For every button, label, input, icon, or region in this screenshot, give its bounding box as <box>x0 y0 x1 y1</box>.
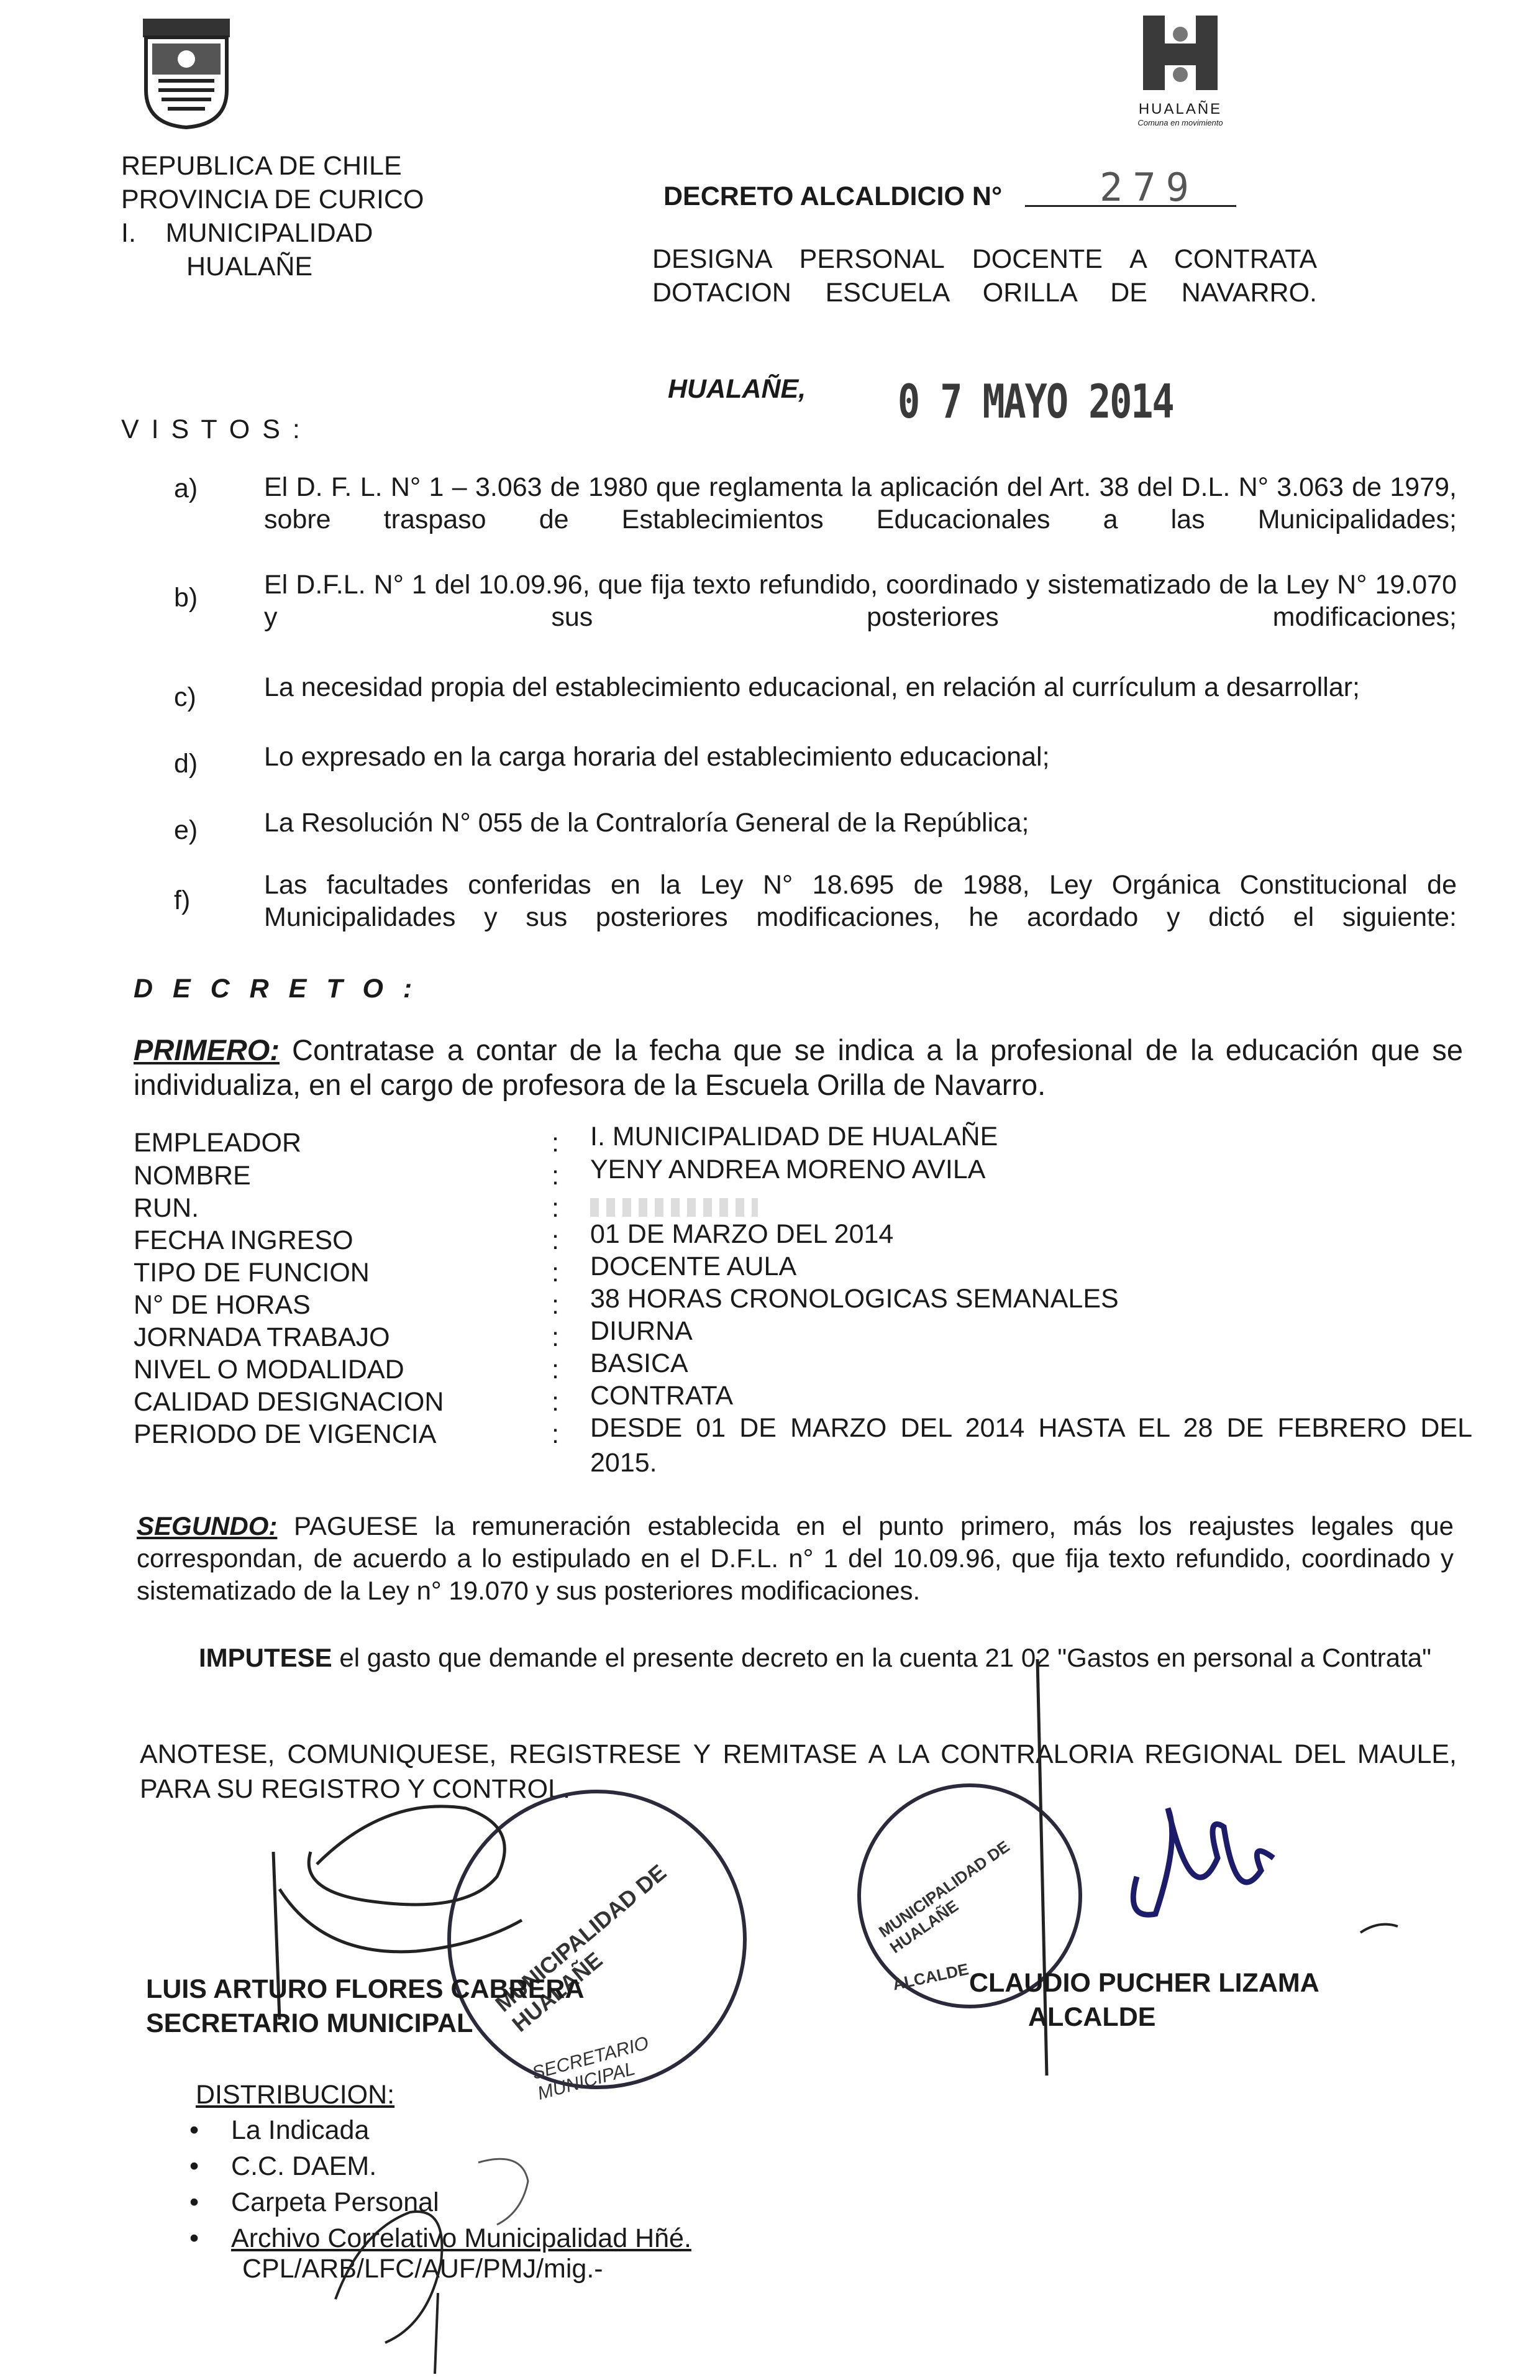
field-colon: : <box>552 1387 559 1417</box>
item-text: Lo expresado en la carga horaria del establecimiento educacional; <box>264 742 1050 772</box>
field-colon: : <box>552 1225 559 1255</box>
hualane-commune-logo <box>1124 9 1236 140</box>
field-label: JORNADA TRABAJO <box>134 1322 390 1352</box>
field-label: EMPLEADOR <box>134 1128 302 1158</box>
field-colon: : <box>552 1290 559 1320</box>
segundo-label: SEGUNDO: <box>137 1511 278 1540</box>
field-label: FECHA INGRESO <box>134 1225 353 1255</box>
field-label: TIPO DE FUNCION <box>134 1258 370 1288</box>
field-value: DOCENTE AULA <box>590 1252 797 1281</box>
field-value: 38 HORAS CRONOLOGICAS SEMANALES <box>590 1284 1119 1314</box>
bullet-icon: • <box>189 2151 199 2181</box>
field-colon: : <box>552 1128 559 1158</box>
item-text: Las facultades conferidas en la Ley N° 18.695 de 1988, Ley Orgánica Constitucional de Municipalidades y sus posteriores modificaciones, he acordado y dictó el siguiente: <box>264 870 1457 932</box>
issuer-line-4: HUALAÑE <box>186 252 313 281</box>
primero-text: Contratase a contar de la fecha que se indica a la profesional de la educación que se individualiza, en el cargo de profesora de la Escuela Orilla de Navarro. <box>134 1033 1464 1101</box>
field-colon: : <box>552 1355 559 1385</box>
secretary-title: SECRETARIO MUNICIPAL <box>146 2008 473 2038</box>
field-colon: : <box>552 1193 559 1223</box>
imputese-label: IMPUTESE <box>199 1643 332 1672</box>
item-letter: b) <box>174 583 198 613</box>
item-text: El D. F. L. N° 1 – 3.063 de 1980 que reglamenta la aplicación del Art. 38 del D.L. N° 3.063 de 1979, sobre traspaso de Establecimientos Educacionales a las Municipalidades; <box>264 472 1457 534</box>
item-letter: e) <box>174 815 198 845</box>
imputese-text: el gasto que demande el presente decreto en la cuenta 21 02 "Gastos en personal a Contrata" <box>339 1643 1432 1672</box>
list-item-text: Archivo Correlativo Municipalidad Hñé. <box>231 2223 691 2253</box>
field-value: BASICA <box>590 1348 688 1378</box>
item-letter: d) <box>174 749 198 779</box>
issuer-block <box>121 149 424 283</box>
field-value: DESDE 01 DE MARZO DEL 2014 HASTA EL 28 DE FEBRERO DEL 2015. <box>590 1413 1472 1478</box>
field-label: NOMBRE <box>134 1161 251 1191</box>
bullet-icon: • <box>189 2115 199 2145</box>
field-label: N° DE HORAS <box>134 1290 311 1320</box>
decreto-heading: D E C R E T O : <box>134 974 419 1004</box>
item-text: La necesidad propia del establecimiento educacional, en relación al currículum a desarrollar; <box>264 672 1360 702</box>
segundo-paragraph <box>137 1510 1454 1607</box>
list-item-text: La Indicada <box>231 2115 370 2145</box>
logo-subtext: Comuna en movimiento <box>1137 118 1223 127</box>
item-letter: f) <box>174 886 191 915</box>
item-text: El D.F.L. N° 1 del 10.09.96, que fija texto refundido, coordinado y sistematizado de la Ley N° 19.070 y sus posteriores modificaciones; <box>264 570 1457 632</box>
date-stamp: 0 7 MAYO 2014 <box>898 375 1173 429</box>
redaction-blur <box>590 1198 758 1217</box>
field-value: CONTRATA <box>590 1381 734 1411</box>
issuer-line-2: PROVINCIA DE CURICO <box>121 185 424 214</box>
list-item-text: C.C. DAEM. <box>231 2151 377 2181</box>
decree-label: DECRETO ALCALDICIO N° <box>663 181 1003 211</box>
list-item-text: Carpeta Personal <box>231 2187 439 2217</box>
field-value: YENY ANDREA MORENO AVILA <box>590 1155 986 1184</box>
mayor-name: CLAUDIO PUCHER LIZAMA <box>969 1968 1319 1998</box>
vistos-heading: V I S T O S : <box>121 414 303 444</box>
decree-place: HUALAÑE, <box>668 374 806 404</box>
stamp-text: MUNICIPALIDAD DE HUALAÑE <box>875 1837 1013 1957</box>
chile-coat-of-arms-logo <box>134 16 239 130</box>
field-label: PERIODO DE VIGENCIA <box>134 1419 437 1449</box>
field-colon: : <box>552 1419 559 1449</box>
initial-scribble <box>323 2138 584 2377</box>
field-colon: : <box>552 1161 559 1191</box>
stamp-text: MUNICIPALIDAD DE HUALAÑE <box>490 1859 672 2037</box>
field-label: RUN. <box>134 1193 199 1223</box>
logo-text: HUALAÑE <box>1138 101 1223 117</box>
decree-number: 279 <box>1100 165 1199 210</box>
field-label: CALIDAD DESIGNACION <box>134 1387 444 1417</box>
stamp-subtext: ALCALDE <box>891 1959 970 1994</box>
stamp-subtext: SECRETARIO MUNICIPAL <box>529 2033 651 2104</box>
issuer-line-3: I. MUNICIPALIDAD <box>121 218 373 248</box>
item-text: La Resolución N° 055 de la Contraloría General de la República; <box>264 808 1029 838</box>
item-letter: c) <box>174 682 196 712</box>
field-value: DIURNA <box>590 1316 693 1346</box>
field-colon: : <box>552 1258 559 1288</box>
mayor-title: ALCALDE <box>1028 2002 1156 2032</box>
decree-subject: DESIGNA PERSONAL DOCENTE A CONTRATA DOTACION ESCUELA ORILLA DE NAVARRO. <box>652 244 1317 308</box>
bullet-icon: • <box>189 2187 199 2217</box>
field-value: 01 DE MARZO DEL 2014 <box>590 1219 894 1249</box>
primero-paragraph <box>134 1033 1463 1102</box>
field-label: NIVEL O MODALIDAD <box>134 1355 404 1385</box>
bullet-icon: • <box>189 2223 199 2253</box>
initials-footer: CPL/ARB/LFC/AUF/PMJ/mig.- <box>242 2254 603 2284</box>
item-letter: a) <box>174 474 198 503</box>
anotese-paragraph: ANOTESE, COMUNIQUESE, REGISTRESE Y REMITASE A LA CONTRALORIA REGIONAL DEL MAULE, PARA SU REGISTRO Y CONTROL. <box>140 1739 1457 1804</box>
distribution-heading: DISTRIBUCION: <box>196 2080 395 2110</box>
secretary-name: LUIS ARTURO FLORES CABRERA <box>146 1974 585 2004</box>
issuer-line-1: REPUBLICA DE CHILE <box>121 151 402 181</box>
field-value: I. MUNICIPALIDAD DE HUALAÑE <box>590 1122 998 1151</box>
segundo-text: PAGUESE la remuneración establecida en el punto primero, más los reajustes legales que correspondan, de acuerdo a lo estipulado en el D.F.L. n° 1 del 10.09.96, que fija texto refundido, coordinado y sistematizado de la Ley n° 19.070 y sus posteriores modificaciones. <box>137 1511 1454 1605</box>
field-colon: : <box>552 1322 559 1352</box>
primero-label: PRIMERO: <box>134 1033 280 1066</box>
